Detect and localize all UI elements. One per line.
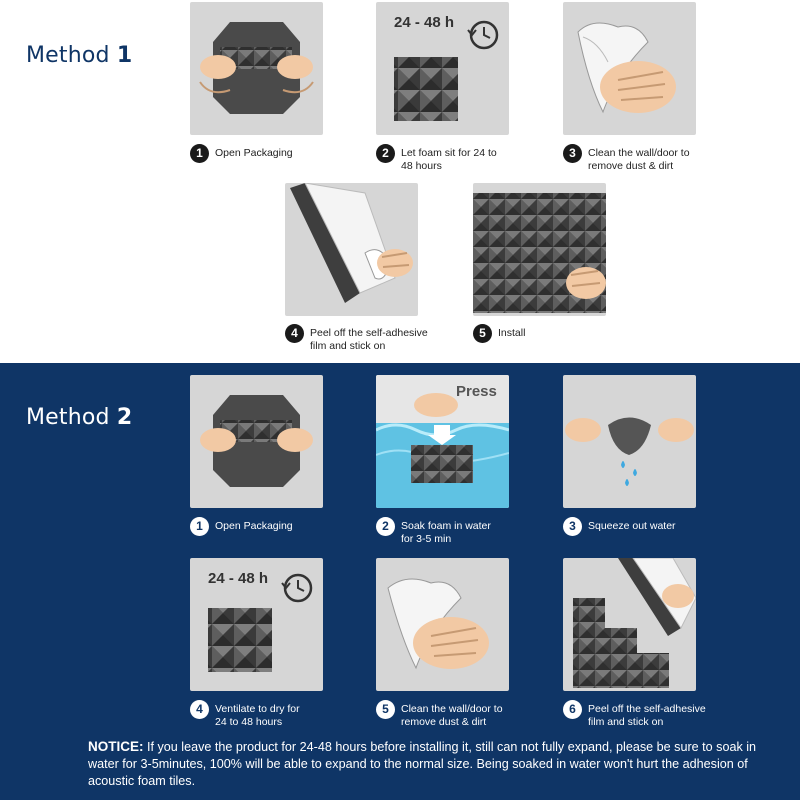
notice-text: If you leave the product for 24-48 hours before installing it, still can not fully expand, please be sure to soak in water for 3-5minutes, 100% will be able to expand to the normal size. Being soaked in water won't hurt the adhesion of acoustic foam tiles. <box>88 740 757 788</box>
open-packaging-illustration <box>190 2 323 135</box>
clean-wall-illustration <box>563 2 696 135</box>
method-1-step-5 <box>473 327 525 343</box>
method-2-step-6 <box>563 703 706 729</box>
step-text: Peel off the self-adhesive film and stick on <box>310 327 428 352</box>
time-label: 24 - 48 h <box>208 570 269 587</box>
method-1-section <box>0 0 800 363</box>
step-number-badge: 5 <box>376 700 395 719</box>
step-text: Peel off the self-adhesive film and stick on <box>588 703 706 728</box>
method-2-step-1 <box>190 520 293 536</box>
method-1-step-3 <box>563 147 690 173</box>
method-1-step-2 <box>376 147 497 173</box>
method-2-step-5 <box>376 703 503 729</box>
step-number-badge: 3 <box>563 144 582 163</box>
method-1-step-1 <box>190 147 293 163</box>
step-number-badge: 2 <box>376 517 395 536</box>
press-label: Press <box>456 383 497 400</box>
method-2-section <box>0 363 800 800</box>
method-2-step-2 <box>376 520 491 546</box>
step-number-badge: 2 <box>376 144 395 163</box>
step-number-badge: 5 <box>473 324 492 343</box>
method-2-step-3 <box>563 520 676 536</box>
notice-paragraph <box>88 738 768 790</box>
step-text: Open Packaging <box>215 520 293 532</box>
step-number-badge: 1 <box>190 517 209 536</box>
step-text: Let foam sit for 24 to 48 hours <box>401 147 497 172</box>
step-text: Soak foam in water for 3-5 min <box>401 520 491 545</box>
step-text: Squeeze out water <box>588 520 676 532</box>
time-label: 24 - 48 h <box>394 14 455 31</box>
step-text: Install <box>498 327 526 339</box>
step-number-badge: 3 <box>563 517 582 536</box>
open-packaging-illustration <box>190 375 323 508</box>
method-1-step-4 <box>285 327 428 353</box>
peel-film-illustration <box>563 558 696 691</box>
step-number-badge: 6 <box>563 700 582 719</box>
step-text: Ventilate to dry for 24 to 48 hours <box>215 703 300 728</box>
peel-film-illustration <box>285 183 418 316</box>
step-text: Clean the wall/door to remove dust & dirt <box>588 147 690 172</box>
clean-wall-illustration <box>376 558 509 691</box>
method-1-title: Method 1 <box>26 43 133 68</box>
ventilate-dry-illustration <box>190 558 323 691</box>
step-number-badge: 4 <box>190 700 209 719</box>
step-number-badge: 4 <box>285 324 304 343</box>
squeeze-water-illustration <box>563 375 696 508</box>
method-2-step-4 <box>190 703 300 729</box>
step-text: Clean the wall/door to remove dust & dirt <box>401 703 503 728</box>
foam-rest-illustration <box>376 2 509 135</box>
install-illustration <box>473 183 606 316</box>
step-text: Open Packaging <box>215 147 293 159</box>
notice-label: NOTICE: <box>88 739 144 754</box>
soak-foam-illustration <box>376 375 509 508</box>
method-2-title: Method 2 <box>26 405 133 430</box>
step-number-badge: 1 <box>190 144 209 163</box>
